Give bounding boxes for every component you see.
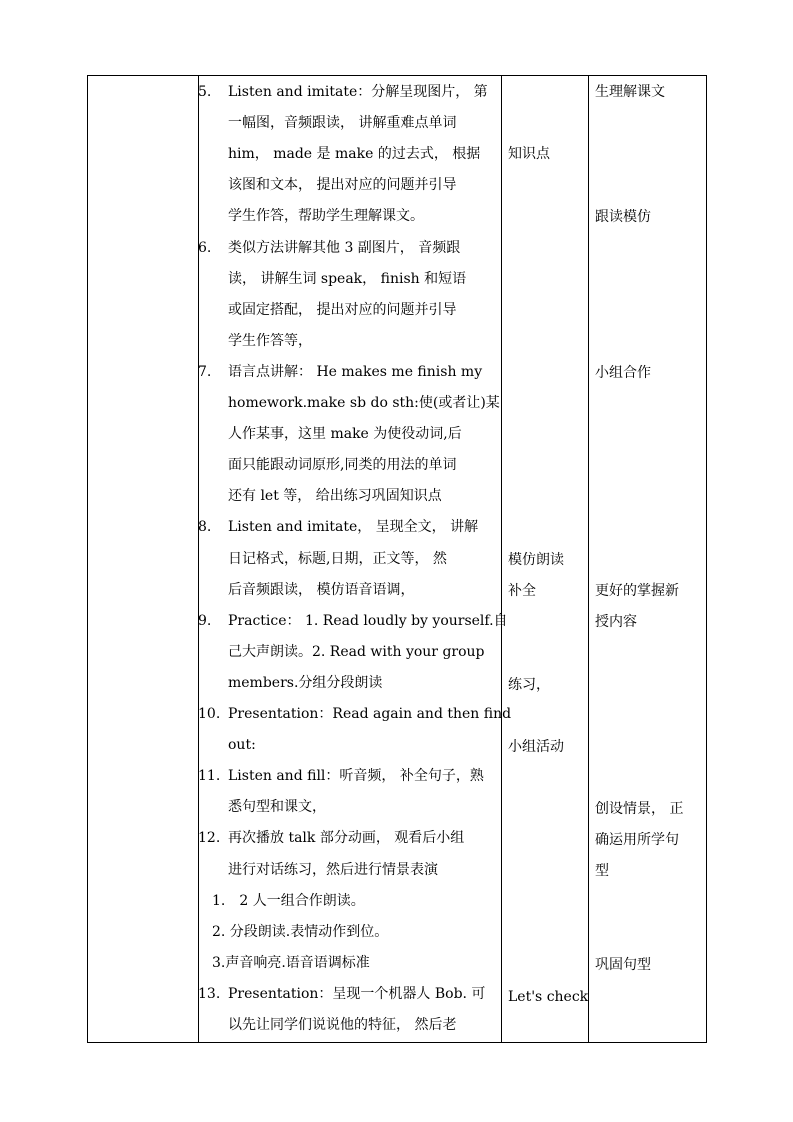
- item-number: [198, 855, 228, 886]
- item-text: 还有 let 等， 给出练习巩固知识点: [228, 488, 442, 505]
- item-number: [198, 668, 220, 699]
- lesson-plan-table: [87, 75, 707, 1043]
- procedure-line: [198, 792, 498, 823]
- item-text: 学生作答等，: [228, 332, 312, 349]
- item-number: 5.: [198, 84, 212, 100]
- col4-text: 小组合作: [595, 365, 651, 381]
- col3-text: 补全: [508, 583, 536, 599]
- col4-text: 跟读模仿: [595, 209, 651, 225]
- col4-text: 生理解课文: [595, 84, 665, 100]
- col4-text: 创设情景， 正: [595, 801, 684, 817]
- item-number: [198, 419, 220, 450]
- procedure-line: [198, 419, 498, 450]
- procedure-line: [198, 357, 498, 388]
- col3-text: 模仿朗读: [508, 552, 564, 568]
- procedure-line: [212, 948, 498, 979]
- item-number: [198, 108, 220, 139]
- item-text: 己大声朗读。2. Read with your group: [228, 643, 485, 660]
- item-number: [198, 139, 220, 170]
- item-number: [198, 388, 220, 419]
- item-text: Listen and fill：听音频， 补全句子，熟: [228, 768, 484, 785]
- item-text: 读， 讲解生词 speak， finish 和短语: [228, 270, 467, 287]
- item-number: [198, 575, 220, 606]
- item-number: 12.: [198, 830, 221, 847]
- col3-text: 小组活动: [508, 739, 564, 755]
- procedure-line: [212, 886, 498, 917]
- item-number: [198, 481, 220, 512]
- item-text: members.分组分段朗读: [228, 674, 383, 691]
- item-text: 类似方法讲解其他 3 副图片， 音频跟: [228, 239, 461, 256]
- item-text: 后音频跟读， 模仿语音语调，: [228, 581, 415, 598]
- item-number: 10.: [198, 706, 221, 722]
- item-number: 11.: [198, 768, 221, 785]
- item-text: 人作某事，这里 make 为使役动词,后: [228, 426, 462, 443]
- procedure-line: [198, 481, 498, 512]
- item-number: 13.: [198, 985, 221, 1002]
- procedure-line: [198, 201, 498, 232]
- item-number: [198, 730, 228, 761]
- procedure-line: [198, 77, 498, 108]
- item-text: him， made 是 make 的过去式， 根据: [228, 146, 481, 163]
- item-text: 以先让同学们说说他的特征， 然后老: [228, 1017, 457, 1033]
- item-text: 该图和文本， 提出对应的问题并引导: [228, 177, 457, 194]
- item-number: [198, 1010, 228, 1041]
- col3-text: 知识点: [508, 146, 550, 162]
- item-text: 语言点讲解： He makes me finish my: [228, 363, 483, 380]
- col4-text: 型: [595, 863, 609, 879]
- item-text: 面只能跟动词原形,同类的用法的单词: [228, 457, 457, 474]
- item-number: [198, 326, 220, 357]
- procedure-line: [198, 264, 498, 295]
- item-text: Listen and imitate， 呈现全文， 讲解: [228, 519, 479, 536]
- item-number: [198, 637, 220, 668]
- column-divider: [588, 76, 589, 1042]
- item-number: 8.: [198, 519, 212, 536]
- column-divider: [501, 76, 502, 1042]
- procedure-line: [198, 544, 498, 575]
- col3-text: 练习，: [508, 677, 550, 693]
- item-number: [198, 170, 220, 201]
- procedure-line: [198, 606, 508, 637]
- item-text: Listen and imitate：分解呈现图片， 第: [228, 84, 488, 100]
- col4-text: 巩固句型: [595, 957, 651, 973]
- procedure-line: [198, 326, 498, 357]
- procedure-line: [198, 979, 498, 1010]
- item-text: 或固定搭配， 提出对应的问题并引导: [228, 301, 457, 318]
- procedure-line: [198, 699, 512, 730]
- item-text: 悉句型和课文，: [228, 799, 326, 816]
- procedure-line: [198, 108, 498, 139]
- item-number: 9.: [198, 612, 212, 629]
- procedure-line: [198, 637, 498, 668]
- item-number: [198, 295, 220, 326]
- item-text: 1. 2 人一组合作朗读。: [212, 892, 365, 909]
- item-text: 日记格式，标题,日期，正文等， 然: [228, 550, 447, 567]
- procedure-line: [198, 139, 498, 170]
- procedure-line: [198, 450, 498, 481]
- item-text: Presentation：Read again and then find: [228, 706, 512, 722]
- item-text: Practice： 1. Read loudly by yourself.自: [228, 612, 508, 629]
- item-text: 再次播放 talk 部分动画， 观看后小组: [228, 830, 465, 847]
- procedure-line: [198, 1010, 498, 1041]
- procedure-line: [198, 823, 498, 854]
- procedure-line: [198, 170, 498, 201]
- item-number: [198, 201, 220, 232]
- item-text: 2. 分段朗读.表情动作到位。: [212, 923, 389, 940]
- item-number: [198, 544, 220, 575]
- col4-text: 授内容: [595, 614, 637, 630]
- procedure-line: [198, 855, 498, 886]
- procedure-line: [212, 917, 498, 948]
- procedure-line: [198, 761, 498, 792]
- item-text: 学生作答，帮助学生理解课文。: [228, 208, 424, 225]
- item-number: [198, 264, 220, 295]
- procedure-line: [198, 233, 498, 264]
- item-text: 一幅图，音频跟读， 讲解重难点单词: [228, 115, 457, 132]
- col4-text: 确运用所学句: [595, 832, 679, 848]
- procedure-line: [198, 668, 498, 699]
- procedure-line: [198, 388, 498, 419]
- item-text: 进行对话练习，然后进行情景表演: [228, 861, 438, 878]
- item-number: [198, 792, 228, 823]
- col4-text: 更好的掌握新: [595, 583, 679, 599]
- procedure-line: [198, 730, 498, 761]
- procedure-line: [198, 575, 498, 606]
- item-number: [198, 450, 220, 481]
- col3-text: Let's check: [508, 989, 589, 1005]
- procedure-line: [198, 512, 498, 543]
- item-number: 7.: [198, 363, 212, 380]
- item-text: homework.make sb do sth:使(或者让)某: [228, 395, 500, 411]
- item-text: 3.声音响亮.语音语调标准: [212, 954, 370, 971]
- item-text: Presentation：呈现一个机器人 Bob. 可: [228, 985, 486, 1002]
- procedure-line: [198, 295, 498, 326]
- item-number: 6.: [198, 239, 212, 256]
- item-text: out:: [228, 737, 256, 754]
